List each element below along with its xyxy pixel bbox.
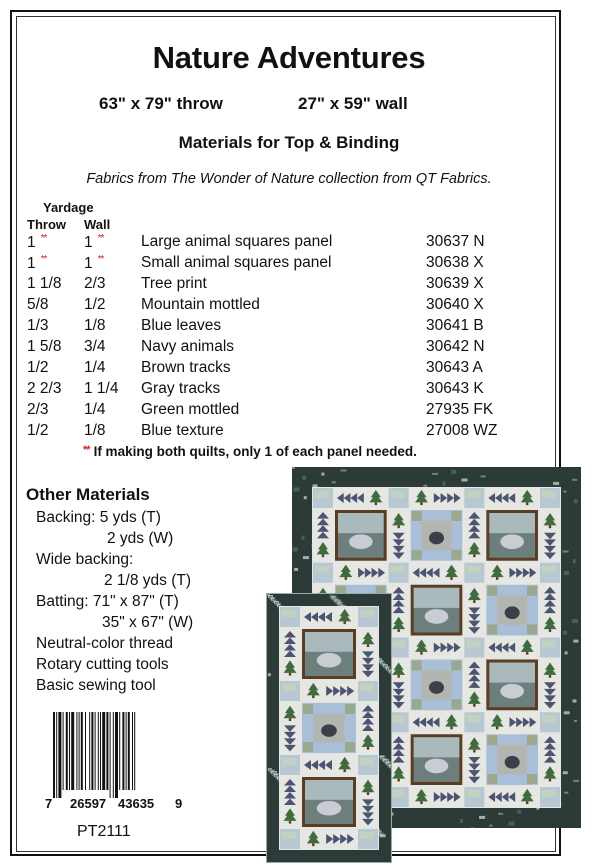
barcode-digit-first: 7 [45,796,53,811]
throw-column-header: Throw [27,217,66,232]
fabric-code-value: 30642 N [426,338,485,355]
wall-yardage [84,254,103,273]
wall-quilt-image [267,594,391,862]
throw-yardage-value: 1/2 [27,359,49,376]
other-material-line: 2 1/8 yds (T) [104,572,191,589]
fabric-name-value: Large animal squares panel [141,233,333,250]
fabric-code-value: 27008 WZ [426,422,498,439]
throw-yardage [27,254,46,273]
wall-yardage [84,359,106,377]
wall-yardage-value: 1/4 [84,401,106,418]
wall-yardage-value: 1 [84,255,93,272]
fabric-code [426,275,484,293]
fabric-code-value: 30643 K [426,380,484,397]
wall-yardage-value: 2/3 [84,275,106,292]
wall-yardage [84,296,106,314]
fabric-name [141,380,220,398]
throw-yardage-value: 2/3 [27,401,49,418]
throw-yardage-value: 1 [27,234,36,251]
throw-yardage-value: 5/8 [27,296,49,313]
fabric-name-value: Green mottled [141,401,240,418]
fabric-code [426,317,484,335]
throw-yardage [27,401,49,419]
barcode-digit-last: 9 [175,796,183,811]
barcode-digits-left: 26597 [70,796,107,811]
wall-column-header: Wall [84,217,111,232]
fabric-name [141,338,234,356]
red-star-mark: ** [40,233,47,244]
wall-yardage [84,233,103,252]
note-text: If making both quilts, only 1 of each panel needed. [93,444,417,459]
fabric-name-value: Mountain mottled [141,296,260,313]
fabric-code-value: 30638 X [426,254,484,271]
wall-size: 27" x 59" wall [298,94,408,113]
fabric-name-value: Blue leaves [141,317,222,334]
fabric-name-value: Blue texture [141,422,224,439]
fabric-name [141,422,224,440]
wall-yardage [84,401,106,419]
throw-yardage [27,359,49,377]
fabric-code [426,338,485,356]
wall-yardage [84,275,106,293]
fabric-name-value: Brown tracks [141,359,231,376]
fabric-name-value: Gray tracks [141,380,221,397]
fabric-code-value: 30637 N [426,233,485,250]
fabric-code [426,380,484,398]
fabric-code-value: 30641 B [426,317,484,334]
other-material-line: 2 yds (W) [107,530,174,547]
throw-yardage-value: 1 5/8 [27,338,62,355]
yardage-label: Yardage [43,200,94,215]
fabric-name [141,401,239,419]
wall-yardage-value: 1/8 [84,317,106,334]
fabric-code-value: 30639 X [426,275,484,292]
red-star-mark: ** [40,254,47,265]
throw-yardage-value: 2 2/3 [27,380,62,397]
fabric-name [141,254,331,272]
other-material-line: 35" x 67" (W) [102,614,194,631]
barcode [53,712,173,798]
throw-yardage-value: 1 1/8 [27,275,62,292]
fabric-collection-note: Fabrics from The Wonder of Nature collection from QT Fabrics. [86,171,492,187]
other-material-line: Wide backing: [36,551,134,568]
note-star: ** [83,444,90,456]
red-star-mark: ** [97,233,104,244]
throw-yardage [27,422,49,440]
fabric-name-value: Navy animals [141,338,235,355]
throw-yardage [27,275,61,293]
throw-yardage [27,317,49,335]
wall-yardage [84,317,106,335]
wall-yardage-value: 1/8 [84,422,106,439]
other-material-line: Neutral-color thread [36,635,173,652]
wall-yardage [84,422,106,440]
throw-yardage [27,233,46,252]
wall-yardage-value: 1/4 [84,359,106,376]
panel-note [83,444,417,459]
other-materials-heading: Other Materials [26,485,150,504]
throw-yardage-value: 1/3 [27,317,49,334]
wall-yardage [84,380,118,398]
fabric-code [426,422,498,440]
wall-yardage-value: 1 [84,234,93,251]
throw-yardage [27,338,61,356]
fabric-name [141,317,221,335]
fabric-code [426,233,485,251]
fabric-code [426,401,493,419]
fabric-name-value: Small animal squares panel [141,254,332,271]
throw-yardage [27,296,49,314]
fabric-name-value: Tree print [141,275,207,292]
wall-yardage [84,338,106,356]
other-material-line: Basic sewing tool [36,677,156,694]
fabric-code [426,359,483,377]
throw-yardage-value: 1/2 [27,422,49,439]
fabric-name [141,275,207,293]
other-material-line: Batting: 71" x 87" (T) [36,593,179,610]
pattern-sku: PT2111 [77,823,131,840]
red-star-mark: ** [97,254,104,265]
wall-yardage-value: 3/4 [84,338,106,355]
fabric-code-value: 27935 FK [426,401,494,418]
fabric-name [141,296,260,314]
throw-yardage [27,380,61,398]
wall-yardage-value: 1/2 [84,296,106,313]
other-material-line: Rotary cutting tools [36,656,169,673]
fabric-name [141,359,231,377]
fabric-code [426,296,484,314]
fabric-code-value: 30643 A [426,359,483,376]
materials-heading: Materials for Top & Binding [178,133,400,152]
fabric-code-value: 30640 X [426,296,484,313]
throw-yardage-value: 1 [27,255,36,272]
fabric-code [426,254,484,272]
fabric-name [141,233,332,251]
other-material-line: Backing: 5 yds (T) [36,509,161,526]
throw-size: 63" x 79" throw [99,94,223,113]
pattern-title: Nature Adventures [152,40,426,75]
wall-yardage-value: 1 1/4 [84,380,119,397]
barcode-digits-right: 43635 [118,796,155,811]
